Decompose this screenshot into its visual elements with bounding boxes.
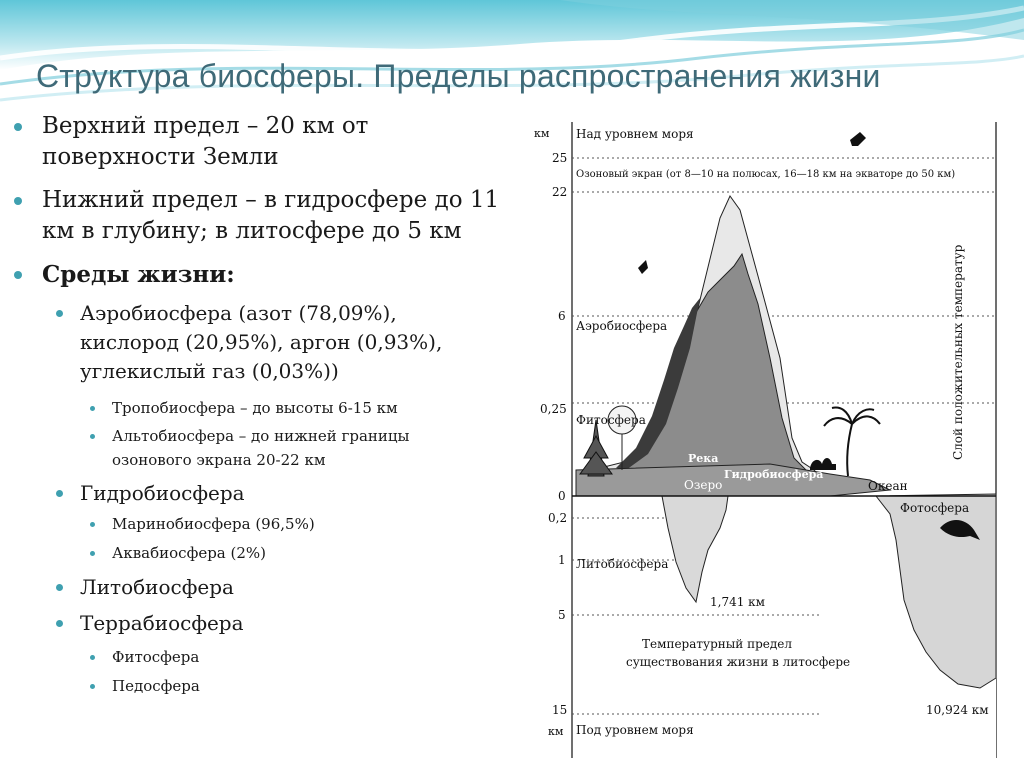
- bullet-upper-limit: [42, 111, 368, 173]
- bullet-text-line: Педосфера: [112, 677, 200, 695]
- bullet-text-line: Литобиосфера: [80, 575, 234, 599]
- label-photosphere: Фотосфера: [900, 501, 970, 515]
- tick-1: 1: [558, 553, 566, 567]
- bullet-text-line: Тропобиосфера – до высоты 6-15 км: [112, 399, 398, 417]
- bullet-marinobiosphere: [112, 512, 315, 536]
- bullet-text-line: кислород (20,95%), аргон (0,93%),: [80, 330, 443, 354]
- bullet-text-line: км в глубину; в литосфере до 5 км: [42, 218, 462, 244]
- label-ocean-depth: 10,924 км: [926, 703, 989, 717]
- tick-6: 6: [558, 309, 566, 323]
- label-lake: Озеро: [684, 478, 723, 492]
- tick-25: 25: [552, 151, 568, 165]
- wave-banner: [0, 0, 1024, 112]
- bullet-pedosphere: [112, 674, 200, 698]
- bullet-text-line: поверхности Земли: [42, 144, 279, 170]
- bullet-terrabiosphere: [80, 609, 244, 638]
- tick-0-25: 0,25: [540, 402, 567, 416]
- bullet-text-line: Верхний предел – 20 км от: [42, 113, 369, 139]
- label-positive-temperature-layer: Слой положительных температур: [951, 244, 965, 460]
- bullet-text-line: Нижний предел – в гидросфере до 11: [42, 187, 500, 213]
- axis-unit-top: км: [534, 127, 550, 140]
- bullet-aerobiosphere: [80, 299, 442, 386]
- label-ocean: Океан: [868, 479, 908, 493]
- bullet-text-line: Фитосфера: [112, 648, 200, 666]
- label-temperature-limit-line2: существования жизни в литосфере: [626, 655, 851, 669]
- bullet-text-line: Террабиосфера: [80, 611, 244, 635]
- bullet-text-line: Среды жизни:: [42, 261, 235, 288]
- label-temperature-limit-line1: Температурный предел: [642, 637, 793, 651]
- bullet-text-line: Аквабиосфера (2%): [112, 544, 267, 562]
- bullet-lower-limit: [42, 185, 499, 247]
- tick-22: 22: [552, 185, 568, 199]
- bullet-text-line: углекислый газ (0,03%)): [80, 359, 339, 383]
- label-ozone-screen: Озоновый экран (от 8—10 на полюсах, 16—18 км на экваторе до 50 км): [576, 169, 956, 180]
- label-above-sea: Над уровнем моря: [576, 127, 694, 141]
- label-lithobiosphere: Литобиосфера: [576, 557, 669, 571]
- label-lake-depth: 1,741 км: [710, 595, 766, 609]
- bullet-altobiosphere: [112, 424, 410, 472]
- biosphere-diagram: [530, 118, 1004, 758]
- bullet-text-line: Аэробиосфера (азот (78,09%),: [80, 301, 397, 325]
- label-phytosphere: Фитосфера: [576, 413, 646, 427]
- label-hydrobiosphere: Гидробиосфера: [724, 468, 824, 481]
- tick-5: 5: [558, 608, 566, 622]
- tick-15: 15: [552, 703, 568, 717]
- bullet-life-environments: [42, 259, 235, 290]
- bullet-text-line: озонового экрана 20-22 км: [112, 451, 326, 469]
- bullet-text-line: Альтобиосфера – до нижней границы: [112, 427, 410, 445]
- label-river: Река: [688, 452, 719, 465]
- axis-unit-bottom: км: [548, 725, 564, 738]
- tick-0: 0: [558, 489, 566, 503]
- slide-title: Структура биосферы. Пределы распространения жизни: [36, 58, 881, 94]
- bullet-text-line: Маринобиосфера (96,5%): [112, 515, 315, 533]
- bullet-tropobiosphere: [112, 396, 398, 420]
- bullet-aquabiosphere: [112, 541, 266, 565]
- bullet-text-line: Гидробиосфера: [80, 481, 245, 505]
- bullet-hydrobiosphere: [80, 479, 245, 508]
- bullet-lithobiosphere: [80, 573, 234, 602]
- label-aerobiosphere: Аэробиосфера: [576, 319, 668, 333]
- tick-0-2: 0,2: [548, 511, 568, 525]
- label-below-sea: Под уровнем моря: [576, 723, 694, 737]
- bullet-phytosphere: [112, 645, 199, 669]
